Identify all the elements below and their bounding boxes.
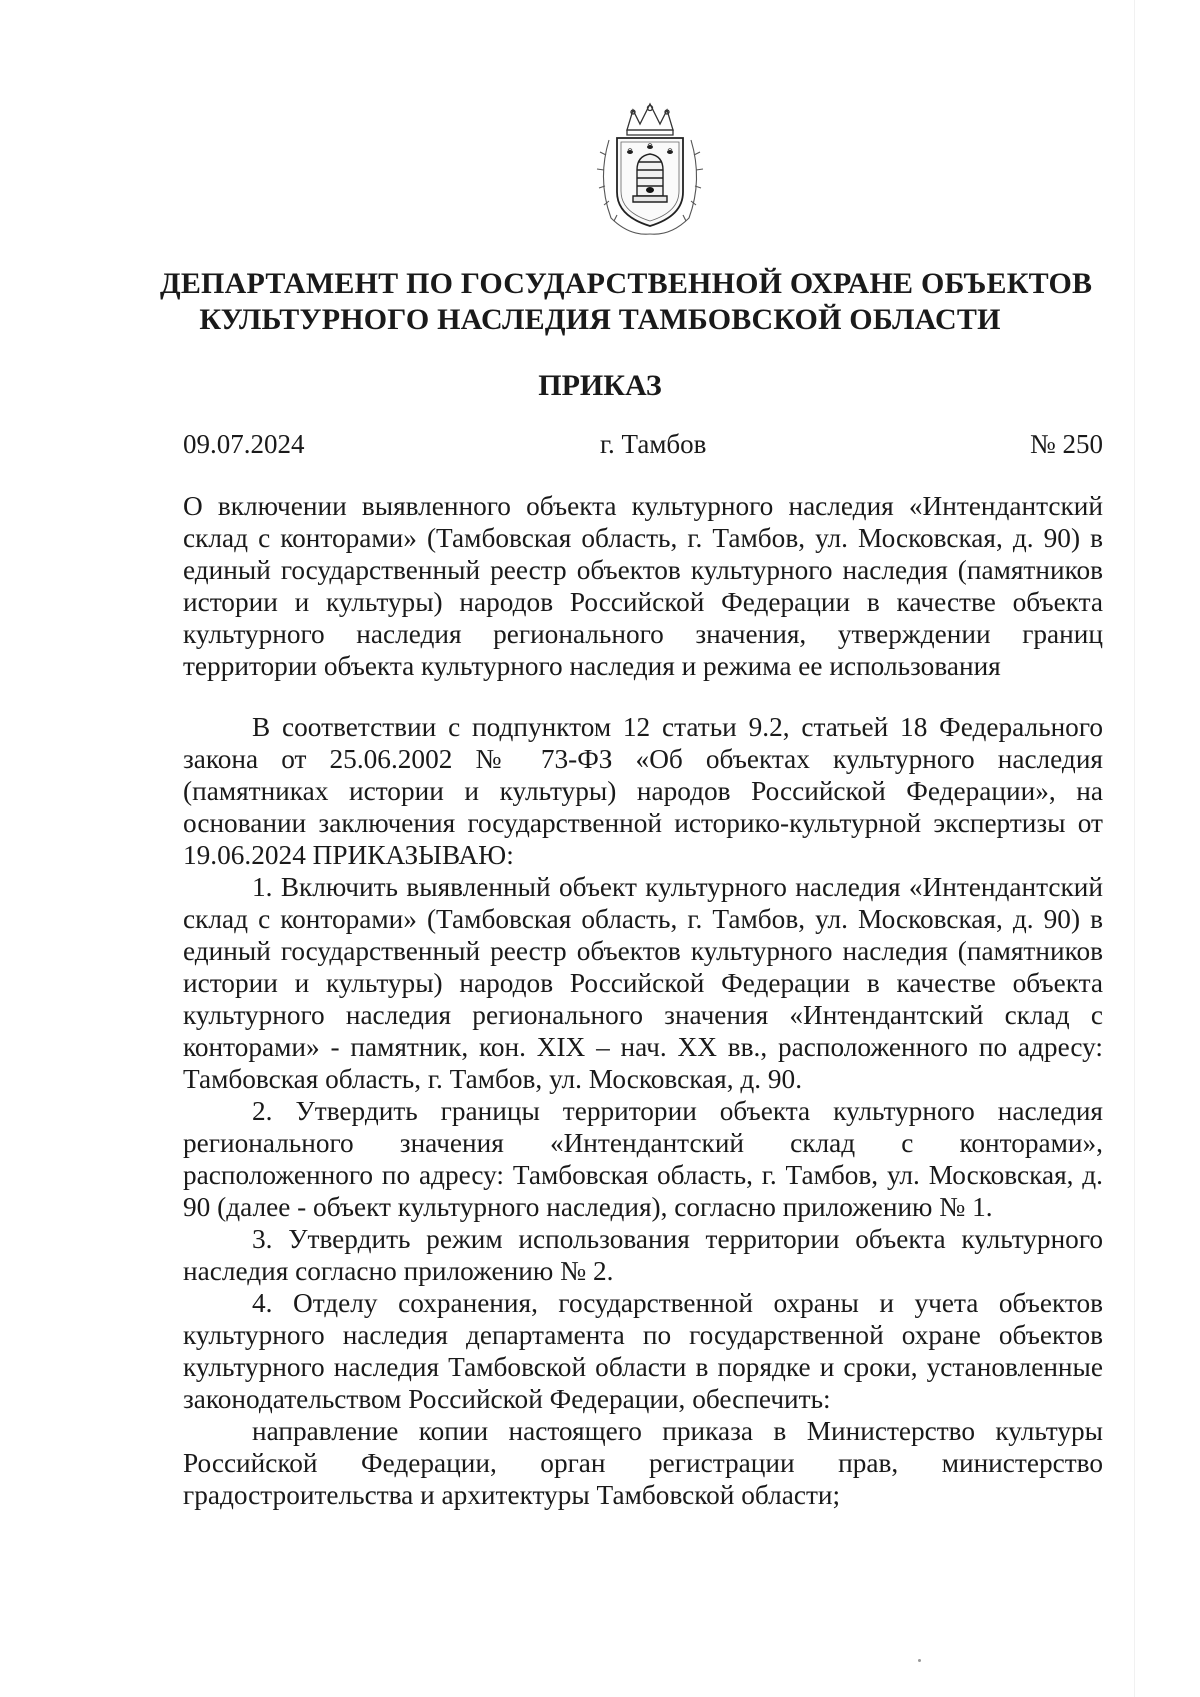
scan-speck [918,1659,921,1662]
order-body [183,711,1103,1511]
order-number: № 250 [1029,429,1103,459]
order-item-3: 3. Утвердить режим использования территории объекта культурного наследия согласно приложению № 2. [183,1224,1103,1286]
coat-of-arms-icon [593,100,707,240]
order-item-4: 4. Отделу сохранения, государственной охраны и учета объектов культурного наследия департамента по государственной охране объектов культурного наследия Тамбовской области в порядке и сроки, установленные законодательством Российской Федерации, обеспечить: [183,1288,1103,1414]
order-item-2: 2. Утвердить границы территории объекта культурного наследия регионального значения «Интендантский склад с конторами», расположенного по адресу: Тамбовская область, г. Тамбов, ул. Московская, д. 90 (далее - объект культурного наследия), согласно приложению № 1. [183,1096,1103,1222]
subject-text: О включении выявленного объекта культурного наследия «Интендантский склад с конторами» (Тамбовская область, г. Тамбов, ул. Московская, д. 90) в единый государственный реестр объектов культурного наследия (памятников истории и культуры) народов Российской Федерации в качестве объекта культурного наследия регионального значения, утверждении границ территории объекта культурного наследия и режима ее использования [183,491,1103,681]
department-line-1: ДЕПАРТАМЕНТ ПО ГОСУДАРСТВЕННОЙ ОХРАНЕ ОБЪЕКТОВ [160,267,1093,300]
order-date: 09.07.2024 [183,429,305,459]
preamble: В соответствии с подпунктом 12 статьи 9.2, статьей 18 Федерального закона от 25.06.2002 № 73-ФЗ «Об объектах культурного наследия (памятниках истории и культуры) народов Российской Федерации», на основании заключения государственной историко-культурной экспертизы от 19.06.2024 ПРИКАЗЫВАЮ: [183,712,1103,870]
order-item-1: 1. Включить выявленный объект культурного наследия «Интендантский склад с конторами» (Тамбовская область, г. Тамбов, ул. Московская, д. 90) в единый государственный реестр объектов культурного наследия (памятников истории и культуры) народов Российской Федерации в качестве объекта культурного наследия регионального значения «Интендантский склад с конторами» - памятник, кон. XIX – нач. XX вв., расположенного по адресу: Тамбовская область, г. Тамбов, ул. Московская, д. 90. [183,872,1103,1094]
document-type: ПРИКАЗ [538,369,662,402]
department-name [160,266,1093,338]
order-city: г. Тамбов [600,429,707,459]
department-line-2: КУЛЬТУРНОГО НАСЛЕДИЯ ТАМБОВСКОЙ ОБЛАСТИ [199,303,1001,336]
order-subject [183,490,1103,682]
order-item-4-bullet: направление копии настоящего приказа в Министерство культуры Российской Федерации, орган регистрации прав, министерство градостроительства и архитектуры Тамбовской области; [183,1416,1103,1510]
scan-edge-line [1134,0,1135,1697]
